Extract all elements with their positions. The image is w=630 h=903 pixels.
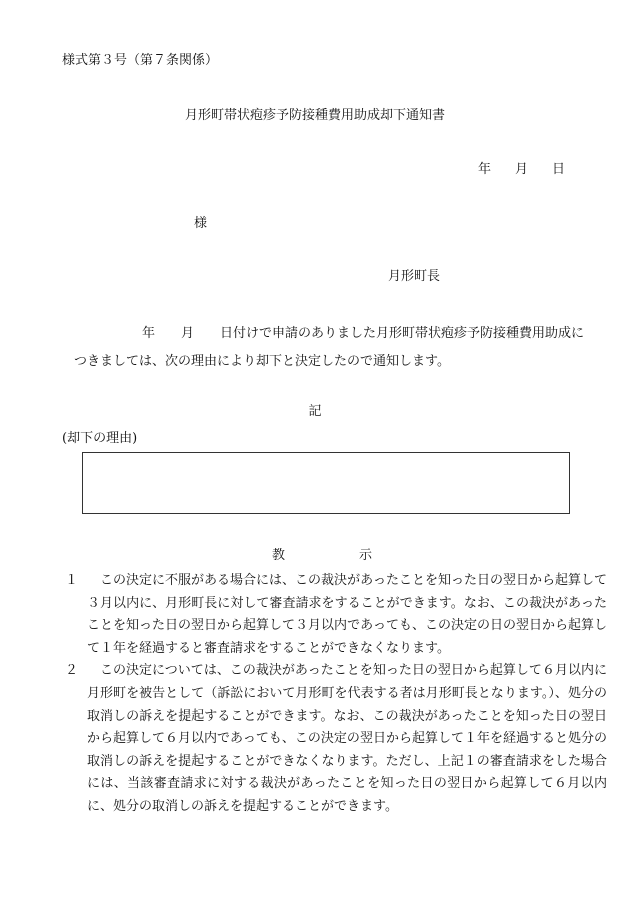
date-day-label: 日 xyxy=(552,162,566,177)
note-number: ２ xyxy=(65,663,79,679)
notice-body xyxy=(62,320,602,376)
instruction-heading-right: 示 xyxy=(359,548,373,563)
document-title: 月形町帯状疱疹予防接種費用助成却下通知書 xyxy=(184,108,445,123)
reason-box xyxy=(82,452,570,514)
instruction-heading-left: 教 xyxy=(272,548,286,563)
instruction-notes xyxy=(62,570,607,819)
note-text: この決定に不服がある場合には、この裁決があったことを知った日の翌日から起算して３月以内に、月形町長に対して審査請求をすることができます。なお、この裁決があったことを知った日の翌日から起算して３月以内であっても、この決定の日の翌日から起算して１年を経過すると審査請求をすることができなくなります。 xyxy=(87,573,607,656)
notice-body-line-1 xyxy=(62,320,602,348)
ki-heading: 記 xyxy=(308,404,322,419)
body-month-label: 月 xyxy=(181,326,195,341)
form-number: 様式第３号（第７条関係） xyxy=(62,53,219,68)
notice-body-line-2: つきましては、次の理由により却下と決定したので通知します。 xyxy=(74,354,450,369)
instruction-heading xyxy=(272,548,372,564)
note-text: この決定については、この裁決があったことを知った日の翌日から起算して６月以内に月形町を被告として（訴訟において月形町を代表する者は月形町長となります。）、処分の取消しの訴えを提起することができます。なお、この裁決があったことを知った日の翌日から起算して６月以内であっても、この決定の翌日から起算して１年を経過すると処分の取消しの訴えを提起することができなくなります。ただし、上記１の審査請求をした場合には、当該審査請求に対する裁決があったことを知った日の翌日から起算して６月以内に、処分の取消しの訴えを提起することができます。 xyxy=(87,663,607,814)
note-number: １ xyxy=(65,573,79,588)
date-line xyxy=(478,162,565,178)
issuer-name: 月形町長 xyxy=(388,269,441,284)
date-year-label: 年 xyxy=(478,162,492,177)
note-item xyxy=(62,570,607,660)
body-line1-text: 日付けで申請のありました月形町帯状疱疹予防接種費用助成に xyxy=(220,326,585,341)
reason-label: (却下の理由) xyxy=(62,431,138,446)
addressee-suffix: 様 xyxy=(194,216,208,231)
body-year-label: 年 xyxy=(142,326,156,341)
date-month-label: 月 xyxy=(515,162,529,177)
note-item xyxy=(62,660,607,818)
